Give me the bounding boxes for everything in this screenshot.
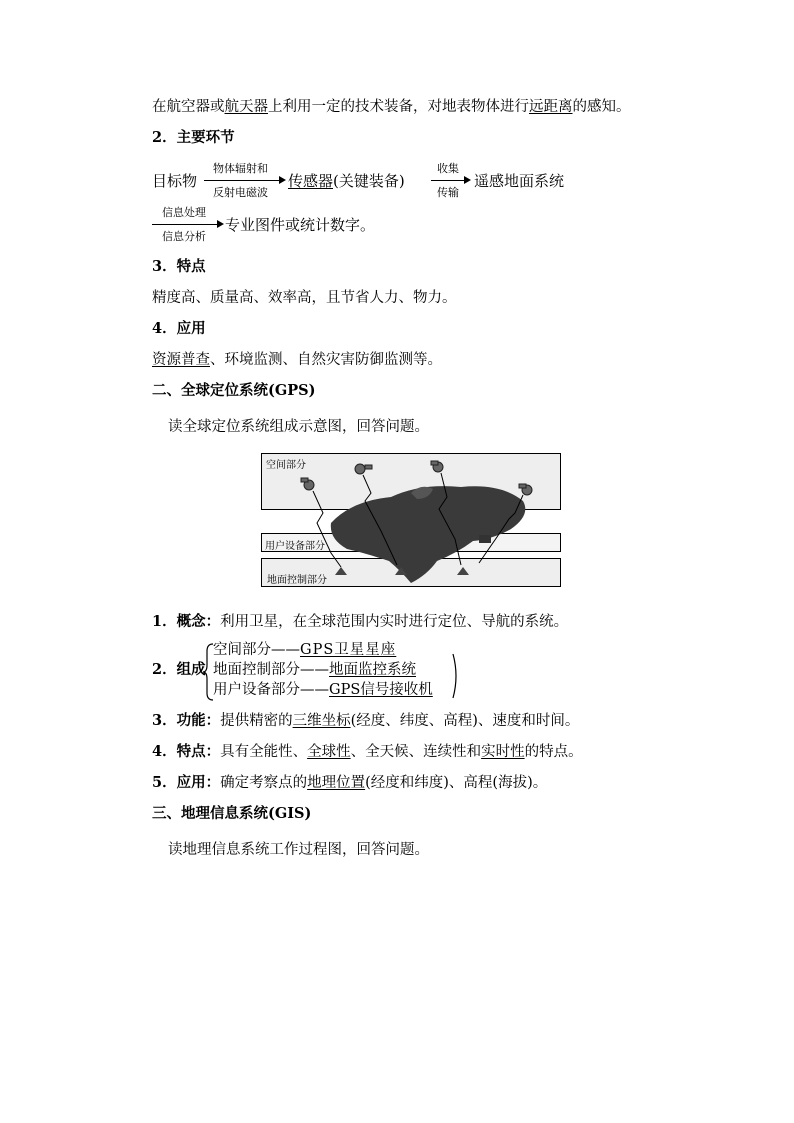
solar-panel-icon — [431, 461, 438, 465]
flow-node-sensor: 传感器(关键装备) — [288, 172, 405, 190]
right-paren-icon — [452, 653, 460, 699]
gps-concept: 1．概念：利用卫星，在全球范围内实时进行定位、导航的系统。 — [152, 613, 569, 630]
heading-main-steps: 2．主要环节 — [152, 129, 235, 146]
gps-figure-svg — [261, 453, 561, 589]
arrow-head-icon — [279, 176, 286, 184]
features-text: 精度高、质量高、效率高，且节省人力、物力。 — [152, 290, 457, 306]
flow-node-ground-system: 遥感地面系统 — [474, 172, 565, 190]
gps-prompt: 读全球定位系统组成示意图，回答问题。 — [168, 419, 429, 435]
arrow-shaft — [204, 180, 280, 181]
composition-label: 2．组成 — [152, 661, 206, 678]
gps-application: 5．应用：确定考察点的地理位置(经度和纬度)、高程(海拔)。 — [152, 774, 548, 791]
heading-application: 4．应用 — [152, 320, 206, 337]
heading-features: 3．特点 — [152, 258, 206, 275]
section-title-gis: 三、地理信息系统(GIS) — [152, 805, 312, 822]
underlined-term-remote: 远距离 — [529, 99, 573, 115]
arrow-label-bottom: 反射电磁波 — [213, 186, 268, 199]
arrow-label-top: 收集 — [437, 162, 459, 175]
vehicle-receiver-icon — [479, 535, 491, 543]
label-user-segment: 用户设备部分 — [265, 541, 325, 552]
gps-composition-figure — [261, 453, 561, 589]
section-title-gps: 二、全球定位系统(GPS) — [152, 382, 316, 399]
satellite-icon — [355, 464, 365, 474]
composition-row-ground: 地面控制部分——地面监控系统 — [213, 662, 416, 678]
solar-panel-icon — [365, 465, 372, 469]
gis-prompt: 读地理信息系统工作过程图，回答问题。 — [168, 842, 429, 858]
flow-node-output: 专业图件或统计数字。 — [225, 216, 376, 234]
flow-arrow-3 — [152, 204, 224, 244]
definition-line: 在航空器或航天器上利用一定的技术装备，对地表物体进行远距离的感知。 — [152, 99, 631, 115]
solar-panel-icon — [519, 484, 526, 488]
application-text: 资源普查、环境监测、自然灾害防御监测等。 — [152, 352, 442, 368]
flow-arrow-1 — [204, 160, 286, 200]
underlined-term-spacecraft: 航天器 — [224, 99, 268, 115]
gps-traits: 4．特点：具有全能性、全球性、全天候、连续性和实时性的特点。 — [152, 743, 583, 760]
gps-function: 3．功能：提供精密的三维坐标(经度、纬度、高程)、速度和时间。 — [152, 712, 580, 729]
flow-node-target: 目标物 — [152, 172, 198, 190]
arrow-label-bottom: 传输 — [437, 186, 459, 199]
arrow-label-bottom: 信息分析 — [162, 230, 206, 243]
flow-arrow-2 — [431, 160, 471, 200]
label-space-segment: 空间部分 — [266, 460, 306, 471]
arrow-head-icon — [217, 220, 224, 228]
arrow-shaft — [152, 224, 218, 225]
label-ground-segment: 地面控制部分 — [267, 575, 327, 586]
composition-row-user: 用户设备部分——GPS信号接收机 — [213, 682, 433, 698]
arrow-shaft — [431, 180, 465, 181]
arrow-label-top: 物体辐射和 — [213, 162, 268, 175]
arrow-label-top: 信息处理 — [162, 206, 206, 219]
composition-row-space: 空间部分——GPS卫星星座 — [213, 642, 397, 658]
arrow-head-icon — [464, 176, 471, 184]
solar-panel-icon — [301, 478, 308, 482]
